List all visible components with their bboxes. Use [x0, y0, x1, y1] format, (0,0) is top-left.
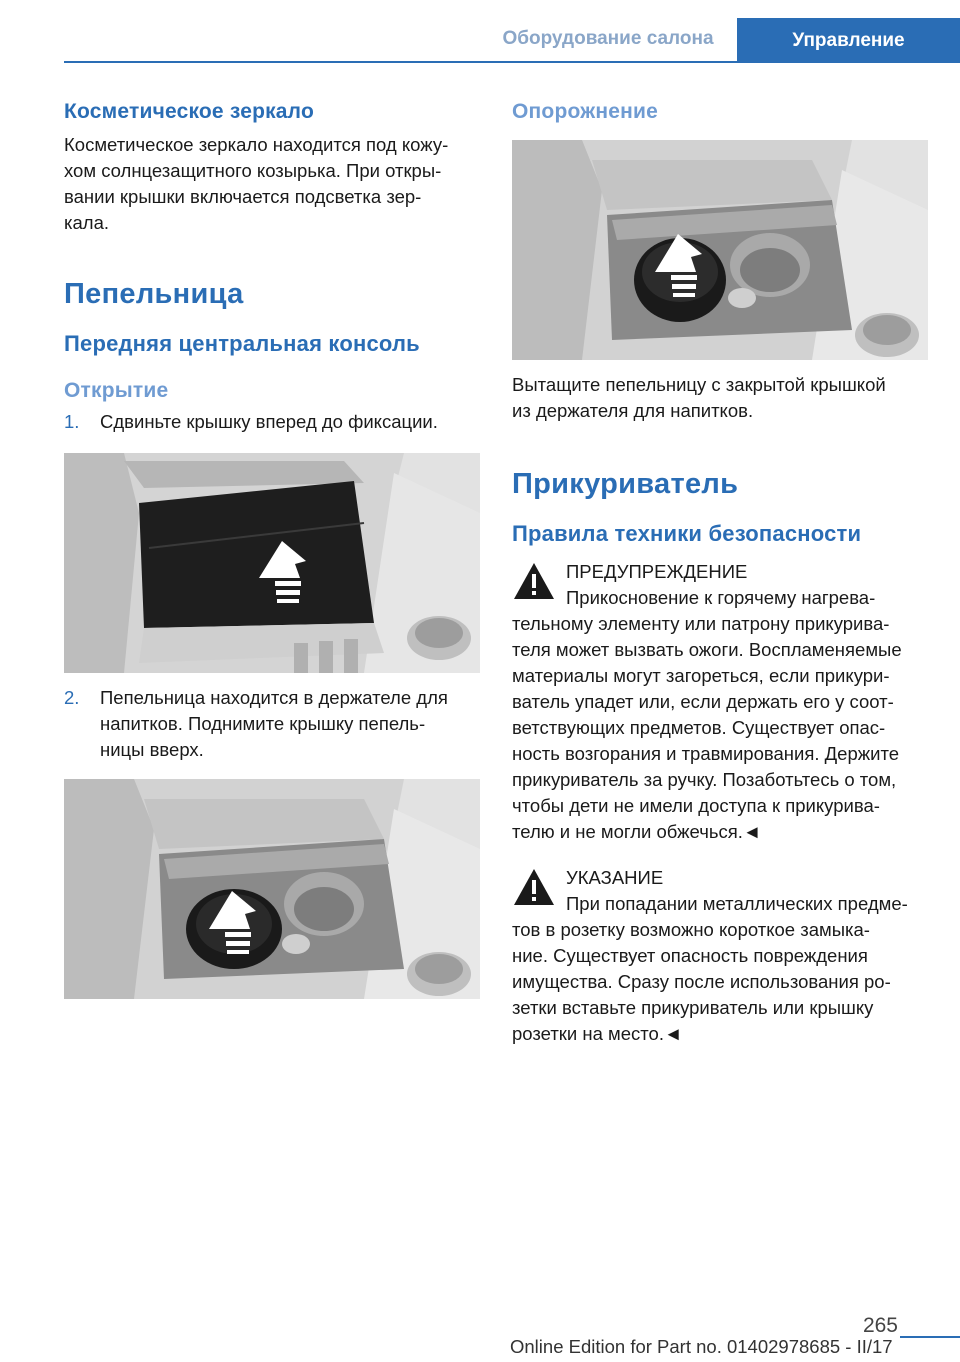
- warning-block: [512, 559, 930, 845]
- header-section-title: Оборудование салона: [502, 28, 714, 49]
- notice-block: [512, 865, 930, 1047]
- lighter-heading: Прикуриватель: [512, 468, 739, 500]
- warning-line-1: тельному элементу или патрону прикурива-: [512, 613, 890, 634]
- ashtray-remove-illustration: [512, 140, 928, 360]
- page-number: 265: [862, 1314, 898, 1337]
- ashtray-remove-figure: [512, 140, 928, 360]
- notice-first-line: При попадании металлических предме-: [566, 893, 908, 914]
- console-lid-illustration: [64, 453, 480, 673]
- warning-line-5: ветствующих предметов. Существует опас-: [512, 717, 886, 738]
- console-lid-figure: [64, 453, 480, 673]
- step-2-line-1: Пепельница находится в держателе для: [100, 687, 448, 708]
- right-column: [512, 100, 930, 1047]
- step-2-number: 2.: [64, 687, 80, 708]
- step-2-line-2: напитков. Поднимите крышку пепель-: [100, 713, 426, 734]
- emptying-line-1: Вытащите пепельницу с закрытой крышкой: [512, 374, 886, 395]
- warning-label: ПРЕДУПРЕЖДЕНИЕ: [566, 561, 748, 582]
- ashtray-lift-illustration: [64, 779, 480, 999]
- notice-line-5: розетки на место.◄: [512, 1023, 683, 1044]
- warning-line-9: телю и не могли обжечься.◄: [512, 821, 762, 842]
- notice-line-1: тов в розетку возможно короткое замыка-: [512, 919, 870, 940]
- edition-footer: Online Edition for Part no. 01402978685 - II/17: [510, 1336, 893, 1357]
- warning-line-3: материалы могут загореться, если прикури-: [512, 665, 890, 686]
- warning-line-4: ватель упадет или, если держать его у соот-: [512, 691, 894, 712]
- opening-heading: Открытие: [64, 379, 169, 402]
- step-2-line-3: ницы вверх.: [100, 739, 204, 760]
- step-1: [64, 409, 482, 435]
- left-column: [64, 100, 482, 999]
- ashtray-heading: Пепельница: [64, 278, 244, 310]
- warning-triangle-icon: [512, 561, 556, 601]
- warning-line-7: прикуриватель за ручку. Позаботьтесь о том,: [512, 769, 897, 790]
- notice-line-3: имущества. Сразу после использования ро-: [512, 971, 891, 992]
- ashtray-lift-figure: [64, 779, 480, 999]
- header-chapter-tab: Управление: [737, 18, 960, 63]
- notice-line-2: ние. Существует опасность повреждения: [512, 945, 868, 966]
- vanity-mirror-heading: Косметическое зеркало: [64, 100, 314, 123]
- warning-line-2: теля может вызвать ожоги. Воспламеняемые: [512, 639, 902, 660]
- emptying-line-2: из держателя для напитков.: [512, 400, 754, 421]
- vanity-mirror-line-2: хом солнцезащитного козырька. При откры-: [64, 160, 442, 181]
- vanity-mirror-line-4: кала.: [64, 212, 110, 233]
- warning-line-6: ность возгорания и травмирования. Держите: [512, 743, 900, 764]
- front-console-heading: Передняя центральная консоль: [64, 331, 420, 356]
- emptying-heading: Опорожнение: [512, 100, 658, 123]
- notice-label: УКАЗАНИЕ: [566, 867, 664, 888]
- step-2: [64, 685, 482, 763]
- vanity-mirror-line-1: Косметическое зеркало находится под кожу-: [64, 134, 449, 155]
- header-rule: [64, 61, 960, 63]
- notice-triangle-icon: [512, 867, 556, 907]
- step-1-number: 1.: [64, 411, 80, 432]
- notice-line-4: зетки вставьте прикуриватель или крышку: [512, 997, 874, 1018]
- step-1-text: Сдвиньте крышку вперед до фиксации.: [100, 411, 438, 432]
- safety-heading: Правила техники безопасности: [512, 521, 862, 546]
- footer-rule: [900, 1336, 960, 1338]
- vanity-mirror-line-3: вании крышки включается подсветка зер-: [64, 186, 422, 207]
- warning-first-line: Прикосновение к горячему нагрева-: [566, 587, 876, 608]
- warning-line-8: чтобы дети не имели доступа к прикурива-: [512, 795, 880, 816]
